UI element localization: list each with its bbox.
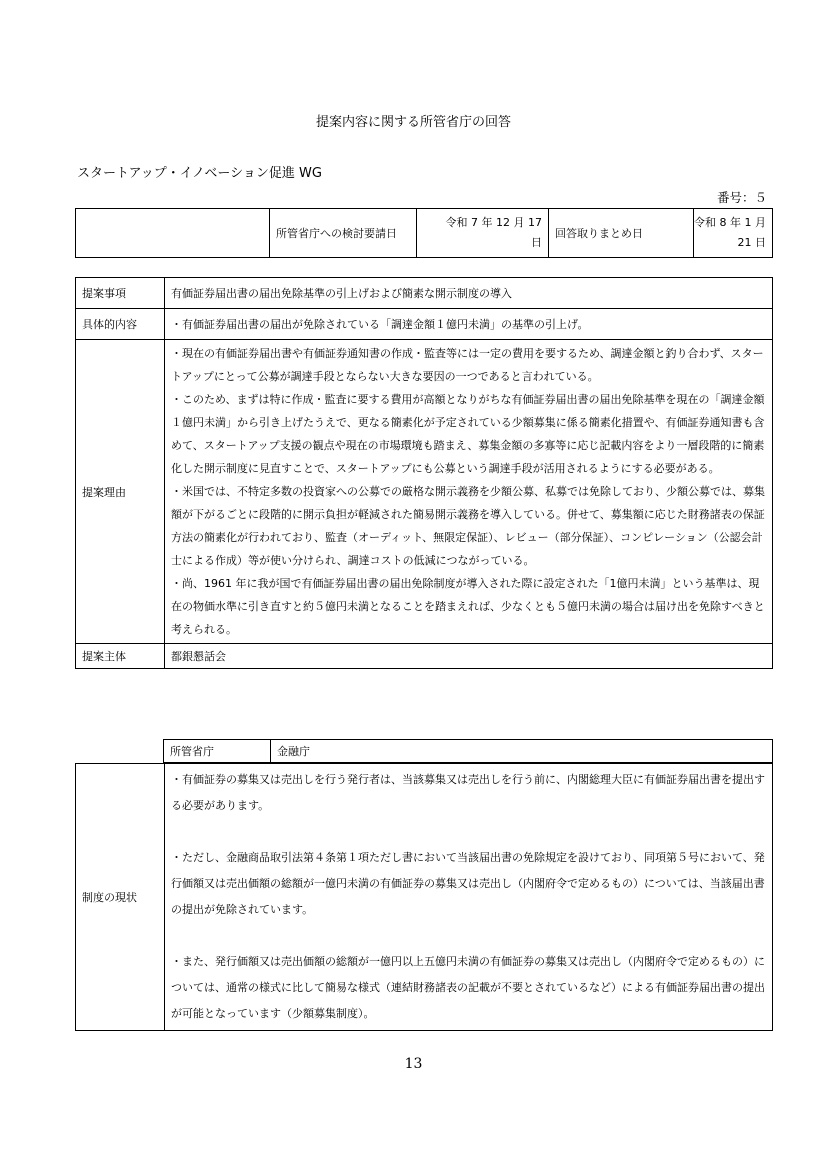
request-date-label: 所管省庁への検討要請日 — [270, 209, 417, 258]
current-status-table — [75, 763, 773, 1031]
current-paragraph: ・ただし、金融商品取引法第４条第１項ただし書において当該届出書の免除規定を設けており、同項第５号において、発行価額又は売出価額の総額が一億円未満の有価証券の募集又は売出し（内閣府令で定めるもの）については、当該届出書の提出が免除されています。 — [171, 851, 765, 916]
proposal-table — [75, 277, 773, 669]
proposer-label: 提案主体 — [76, 644, 165, 669]
wg-name: スタートアップ・イノベーション促進 WG — [77, 166, 322, 181]
current-status-label: 制度の現状 — [76, 764, 165, 1031]
answer-date-label: 回答取りまとめ日 — [549, 209, 694, 258]
request-date-value — [417, 209, 549, 258]
ministry-value: 金融庁 — [271, 740, 773, 763]
detail-value: ・有価証券届出書の届出が免除されている「調達金額１億円未満」の基準の引上げ。 — [165, 309, 773, 340]
reason-body — [165, 340, 773, 644]
current-paragraph: ・有価証券の募集又は売出しを行う発行者は、当該募集又は売出しを行う前に、内閣総理大臣に有価証券届出書を提出する必要があります。 — [171, 773, 765, 812]
current-paragraph: ・また、発行価額又は売出価額の総額が一億円以上五億円未満の有価証券の募集又は売出し（内閣府令で定めるもの）については、通常の様式に比して簡易な様式（連結財務諸表の記載が不要とされているなど）による有価証券届出書の提出が可能となっています（少額募集制度）。 — [171, 955, 765, 1020]
ministry-label: 所管省庁 — [164, 740, 271, 763]
proposal-item-value: 有価証券届出書の届出免除基準の引上げおよび簡素な開示制度の導入 — [165, 278, 773, 309]
page-number: 13 — [404, 1056, 423, 1072]
answer-date-line1: 令和 8 年 1 月 — [694, 216, 766, 229]
reason-label: 提案理由 — [76, 340, 165, 644]
request-date-line2: 日 — [531, 236, 542, 249]
proposal-item-label: 提案事項 — [76, 278, 165, 309]
reason-paragraph: ・現在の有価証券届出書や有価証券通知書の作成・監査等には一定の費用を要するため、調達金額と釣り合わず、スタートアップにとって公募が調達手段とならない大きな要因の一つであると言われている。 — [171, 347, 764, 383]
date-table-blank-cell — [76, 209, 270, 258]
proposer-value: 都銀懇話会 — [165, 644, 773, 669]
ministry-table — [163, 739, 773, 763]
reason-paragraph: ・米国では、不特定多数の投資家への公募での厳格な開示義務を少額公募、私募では免除しており、少額公募では、募集額が下がるごとに段階的に開示負担が軽減された簡易開示義務を導入している。併せて、募集額に応じた財務諸表の保証方法の簡素化が行われており、監査（オーディット、無限定保証）、レビュー（部分保証）、コンピレーション（公認会計士による作成）等が使い分けられ、調達コストの低減につながっている。 — [171, 485, 765, 567]
date-table — [75, 208, 773, 258]
detail-label: 具体的内容 — [76, 309, 165, 340]
page-title: 提案内容に関する所管省庁の回答 — [315, 115, 511, 130]
reason-paragraph: ・尚、1961 年に我が国で有価証券届出書の届出免除制度が導入された際に設定された「1億円未満」という基準は、現在の物価水準に引き直すと約５億円未満となることを踏まえれば、少なくとも５億円未満の場合は届け出を免除すべきと考えられる。 — [171, 577, 765, 636]
request-date-line1: 令和 7 年 12 月 17 — [445, 216, 542, 229]
proposal-number: 番号：５ — [716, 190, 767, 205]
answer-date-value — [694, 209, 773, 258]
current-status-body — [165, 764, 773, 1031]
answer-date-line2: 21 日 — [737, 236, 766, 249]
reason-paragraph: ・このため、まずは特に作成・監査に要する費用が高額となりがちな有価証券届出書の届出免除基準を現在の「調達金額１億円未満」から引き上げたうえで、更なる簡素化が予定されている少額募集に係る簡素化措置や、有価証券通知書も含めて、スタートアップ支援の観点や現在の市場環境も踏まえ、募集金額の多寡等に応じ記載内容をより一層段階的に簡素化した開示制度に見直すことで、スタートアップにも公募という調達手段が活用されるようにする必要がある。 — [171, 393, 765, 475]
